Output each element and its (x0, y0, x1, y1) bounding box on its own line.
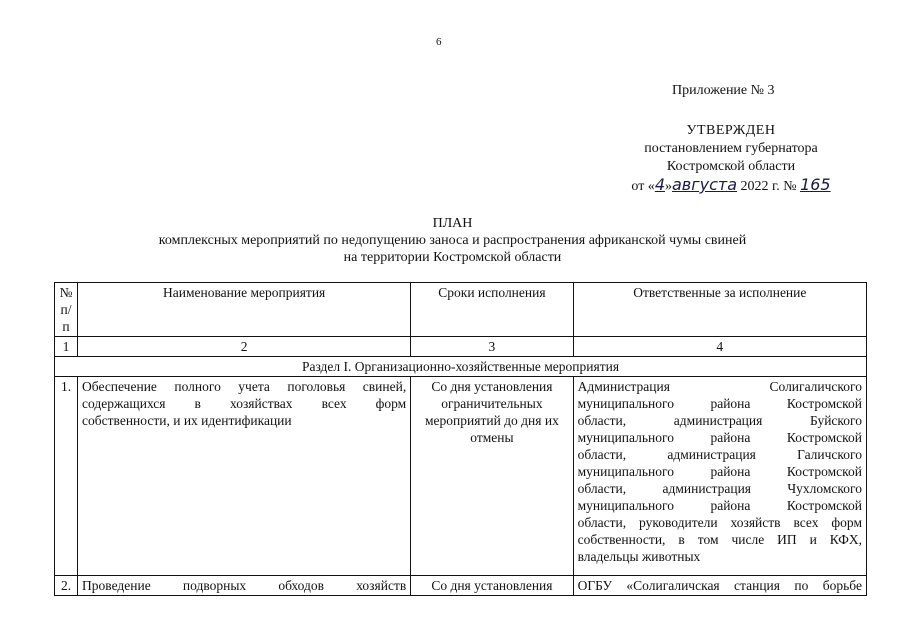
approval-date-line (596, 176, 866, 196)
date-mid: » (665, 179, 672, 194)
handwritten-day: 4 (654, 175, 665, 194)
row-term: Со дня установления (411, 576, 573, 596)
resp-line: муниципального района Костромской (577, 498, 862, 513)
name-line: содержащихся в хозяйствах всех форм (82, 396, 407, 411)
row-name (78, 377, 411, 576)
handwritten-number: 165 (800, 175, 831, 194)
index-cell: 4 (573, 337, 866, 357)
approval-line-2: Костромской области (666, 159, 796, 174)
row-num: 2. (55, 576, 78, 596)
resp-line: собственности, в том числе ИП и КФХ, (577, 532, 862, 547)
index-cell: 3 (411, 337, 573, 357)
plan-heading (0, 215, 905, 266)
plan-subtitle-2: на территории Костромской области (343, 250, 562, 265)
header-name: Наименование мероприятия (78, 283, 411, 337)
name-line: собственности, и их идентификации (82, 413, 292, 428)
approval-title: УТВЕРЖДЕН (686, 123, 776, 138)
table-row (55, 377, 867, 576)
resp-line: области, администрация Галичского (577, 447, 862, 462)
measures-table (54, 282, 867, 596)
plan-title: ПЛАН (432, 216, 473, 231)
name-line: Проведение подворных обходов хозяйств (82, 578, 407, 593)
resp-line: муниципального района Костромской (577, 396, 862, 411)
resp-line: области, администрация Чухломского (577, 481, 862, 496)
section-title: Раздел I. Организационно-хозяйственные мероприятия (55, 357, 867, 377)
approval-block (596, 122, 866, 196)
year-text: 2022 г. № (737, 179, 801, 194)
date-prefix: от « (631, 179, 655, 194)
section-row (55, 357, 867, 377)
index-cell: 1 (55, 337, 78, 357)
resp-line: муниципального района Костромской (577, 464, 862, 479)
resp-line: Администрация Солигаличского (577, 379, 862, 394)
row-responsible (573, 377, 866, 576)
page-number: 6 (436, 36, 442, 48)
table-header-row (55, 283, 867, 337)
appendix-label: Приложение № 3 (672, 83, 775, 98)
plan-subtitle-1: комплексных мероприятий по недопущению заноса и распространения африканской чумы свиней (158, 233, 747, 248)
index-cell: 2 (78, 337, 411, 357)
row-term: Со дня установления ограничительных мероприятий до дня их отмены (411, 377, 573, 576)
header-term: Сроки исполнения (411, 283, 573, 337)
row-name (78, 576, 411, 596)
index-row (55, 337, 867, 357)
resp-line: ОГБУ «Солигаличская станция по борьбе (577, 578, 862, 593)
resp-line: области, руководители хозяйств всех форм (577, 515, 862, 530)
handwritten-month: августа (672, 175, 738, 194)
table-row (55, 576, 867, 596)
resp-line: области, администрация Буйского (577, 413, 862, 428)
approval-line-1: постановлением губернатора (644, 141, 818, 156)
row-num: 1. (55, 377, 78, 576)
resp-line: муниципального района Костромской (577, 430, 862, 445)
resp-line: владельцы животных (577, 549, 701, 564)
header-num: № п/п (55, 283, 78, 337)
header-resp: Ответственные за исполнение (573, 283, 866, 337)
name-line: Обеспечение полного учета поголовья свиней, (82, 379, 407, 394)
row-responsible (573, 576, 866, 596)
